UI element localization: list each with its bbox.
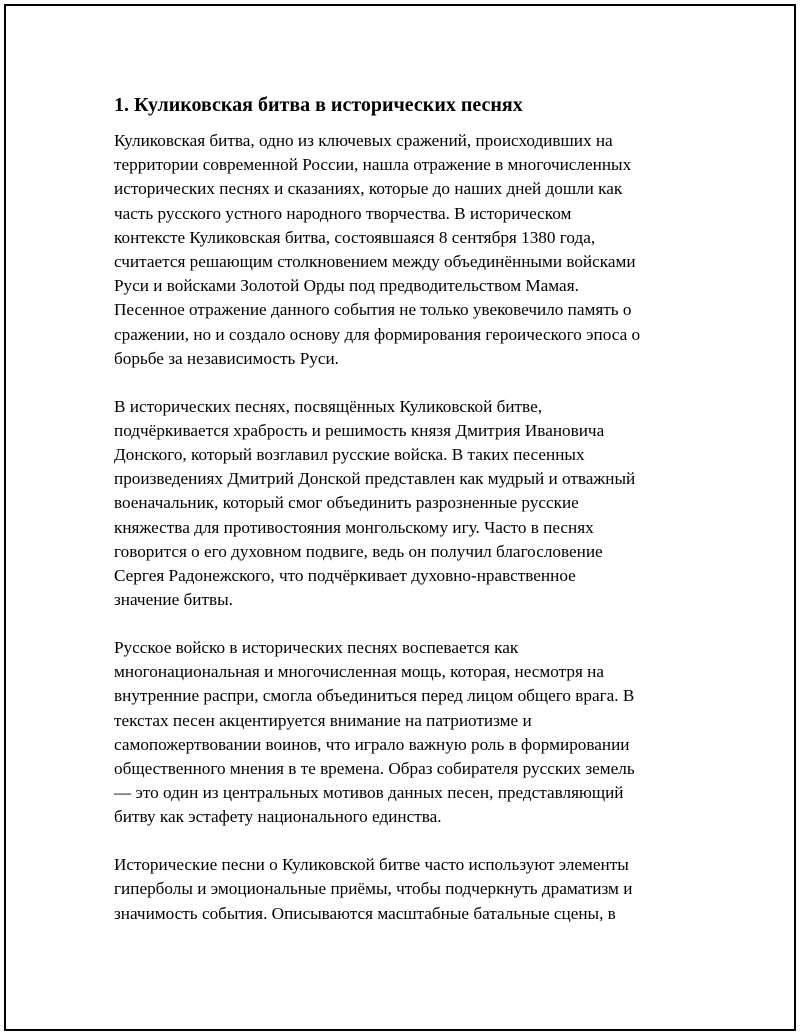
text-line: говорится о его духовном подвиге, ведь он получил благословение bbox=[114, 541, 603, 561]
text-line: битву как эстафету национального единства. bbox=[114, 807, 442, 827]
text-line: исторических песнях и сказаниях, которые до наших дней дошли как bbox=[114, 179, 623, 199]
text-line: В исторических песнях, посвящённых Куликовской битве, bbox=[114, 396, 542, 416]
text-line: Русское войско в исторических песнях воспевается как bbox=[114, 638, 519, 658]
text-line: значение битвы. bbox=[114, 590, 233, 610]
text-line: гиперболы и эмоциональные приёмы, чтобы подчеркнуть драматизм и bbox=[114, 879, 633, 899]
text-line: самопожертвовании воинов, что играло важную роль в формировании bbox=[114, 734, 630, 754]
text-line: княжества для противостояния монгольскому игу. Часто в песнях bbox=[114, 517, 594, 537]
text-line: территории современной России, нашла отражение в многочисленных bbox=[114, 155, 632, 175]
text-line: часть русского устного народного творчества. В историческом bbox=[114, 203, 572, 223]
text-line: военачальник, который смог объединить разрозненные русские bbox=[114, 493, 579, 513]
document-body bbox=[114, 92, 686, 949]
text-line: Куликовская битва, одно из ключевых сражений, происходивших на bbox=[114, 131, 613, 150]
paragraph bbox=[114, 395, 686, 613]
text-line: значимость события. Описываются масштабные батальные сцены, в bbox=[114, 903, 616, 923]
text-line: внутренние распри, смогла объединиться перед лицом общего врага. В bbox=[114, 686, 635, 706]
paragraph bbox=[114, 853, 686, 926]
paragraph bbox=[114, 636, 686, 830]
paragraph bbox=[114, 129, 686, 371]
text-line: считается решающим столкновением между объединёнными войсками bbox=[114, 252, 636, 272]
text-line: Руси и войсками Золотой Орды под предводительством Мамая. bbox=[114, 276, 579, 296]
text-line: — это один из центральных мотивов данных песен, представляющий bbox=[114, 783, 624, 803]
text-line: борьбе за независимость Руси. bbox=[114, 348, 339, 368]
text-line: сражении, но и создало основу для формирования героического эпоса о bbox=[114, 324, 641, 344]
text-line: многонациональная и многочисленная мощь, которая, несмотря на bbox=[114, 662, 605, 682]
text-line: контексте Куликовская битва, состоявшаяся 8 сентября 1380 года, bbox=[114, 227, 596, 247]
text-line: текстах песен акцентируется внимание на патриотизме и bbox=[114, 710, 532, 730]
text-line: общественного мнения в те времена. Образ собирателя русских земель bbox=[114, 759, 635, 779]
text-line: подчёркивается храбрость и решимость князя Дмитрия Ивановича bbox=[114, 420, 605, 440]
text-line: Песенное отражение данного события не только увековечило память о bbox=[114, 300, 632, 320]
text-line: Исторические песни о Куликовской битве часто используют элементы bbox=[114, 855, 629, 875]
text-line: Донского, который возглавил русские войска. В таких песенных bbox=[114, 445, 585, 465]
text-line: Сергея Радонежского, что подчёркивает духовно-нравственное bbox=[114, 566, 576, 586]
text-line: произведениях Дмитрий Донской представлен как мудрый и отважный bbox=[114, 469, 636, 489]
section-heading: 1. Куликовская битва в исторических песнях bbox=[114, 94, 523, 116]
